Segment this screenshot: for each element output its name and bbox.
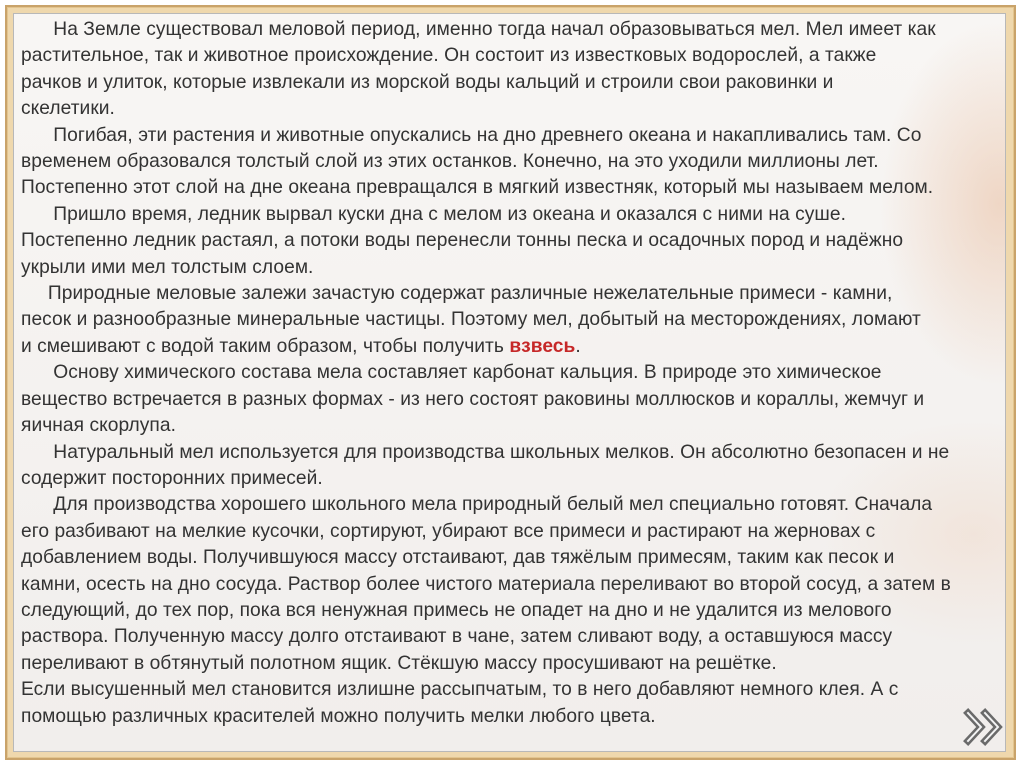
paragraph-school-chalk: Натуральный мел используется для производства школьных мелков. Он абсолютно безопасен и не содержит посторонних примесей. [21, 441, 950, 489]
paragraph-glacier: Пришло время, ледник вырвал куски дна с мелом из океана и оказался с ними на суше. Постепенно ледник растаял, а потоки воды перенесли тонны песка и осадочных пород и надёжно укрыли ими мел толстым слоем. [21, 203, 904, 278]
double-chevron-right-icon [958, 703, 1010, 751]
paragraph-coloring: Если высушенный мел становится излишне рассыпчатым, то в него добавляют немного клея. А с помощью различных красителей можно получить мелки любого цвета. [21, 679, 899, 727]
paragraph-chemical-composition: Основу химического состава мела составляет карбонат кальция. В природе это химическое вещество встречается в разных формах - из него состоят раковины моллюсков и кораллы, жемчуг и яичная скорлупа. [21, 362, 925, 437]
paragraph-production: Для производства хорошего школьного мела природный белый мел специально готовят. Сначала его разбивают на мелкие кусочки, сортируют, убирают все примеси и растирают на жерновах с добавлением воды. Получившуюся массу отстаивают, дав тяжёлым примесям, таким как песок и камни, осесть на дно сосуда. Раствор более чистого материала переливают во второй сосуд, а затем в следующий, до тех пор, пока вся ненужная примесь не опадет на дно и не удалится из мелового раствора. Полученную массу долго отстаивают в чане, затем сливают воду, а оставшуюся массу переливают в обтянутый полотном ящик. Стёкшую массу просушивают на решётке. [21, 494, 951, 674]
paragraph-impurities [21, 281, 1006, 360]
paragraph-impurities-end: . [575, 335, 581, 357]
paragraph-chalk-origin: На Земле существовал меловой период, именно тогда начал образовываться мел. Мел имеет как растительное, так и животное происхождение. Он состоит из известковых водорослей, а также рачков и улиток, которые извлекали из морской воды кальций и строили свои раковинки и скелетики. [21, 19, 936, 120]
paragraph-impurities-text: Природные меловые залежи зачастую содержат различные нежелательные примеси - камни, песок и разнообразные минеральные частицы. Поэтому мел, добытый на месторождениях, ломают и смешивают с водой таким образом, чтобы получить [21, 283, 921, 357]
highlighted-term-suspension: взвесь [509, 335, 576, 357]
paragraph-ocean-deposits: Погибая, эти растения и животные опускались на дно древнего океана и накапливались там. Со временем образовался толстый слой из этих останков. Конечно, на это уходили миллионы лет. Постепенно этот слой на дне океана превращался в мягкий известняк, который мы называем мелом. [21, 124, 934, 199]
next-slide-button[interactable] [958, 703, 1010, 751]
document-text [21, 17, 1006, 730]
slide-content-area [13, 13, 1006, 752]
